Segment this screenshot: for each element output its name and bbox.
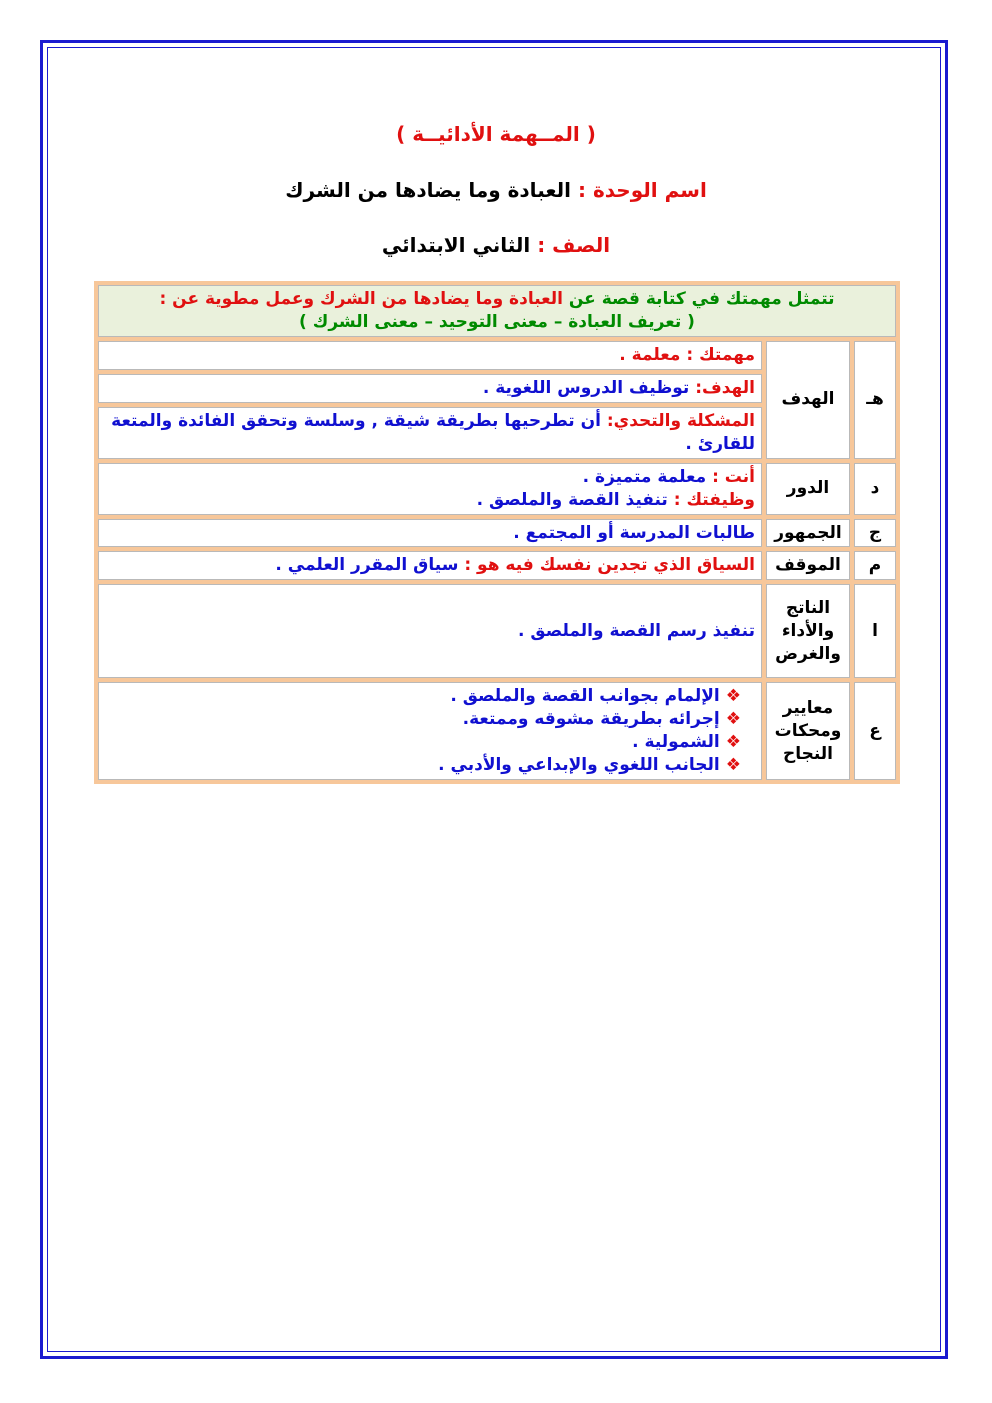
page-title: ( المــهمة الأدائيــة ) (396, 122, 596, 146)
criteria-list (98, 682, 762, 780)
list-item: ❖الإلمام بجوانب القصة والملصق . (450, 686, 741, 707)
criteria-letter: ع (854, 682, 896, 780)
goal-problem-label: المشكلة والتحدي: (606, 410, 755, 431)
unit-value: العبادة وما يضادها من الشرك (285, 178, 572, 202)
situation-label: الموقف (766, 551, 850, 580)
criteria-label-line-3: النجاح (782, 743, 834, 764)
goal-task-label: مهمتك : (686, 344, 755, 365)
goal-aim-cell (98, 374, 762, 403)
audience-value: طالبات المدرسة أو المجتمع . (98, 519, 762, 548)
diamond-bullet-icon: ❖ (725, 686, 741, 707)
role-you-label: أنت : (712, 466, 755, 487)
task-table (94, 281, 900, 784)
list-item: ❖الشمولية . (632, 732, 741, 753)
intro-part2: العبادة وما يضادها من الشرك وعمل مطوية عن : (159, 289, 563, 309)
criteria-label (766, 682, 850, 780)
goal-aim-value: توظيف الدروس اللغوية . (482, 377, 690, 398)
situation-cell (98, 551, 762, 580)
diamond-bullet-icon: ❖ (725, 755, 741, 776)
product-label (766, 584, 850, 678)
audience-letter: ج (854, 519, 896, 548)
diamond-bullet-icon: ❖ (725, 709, 741, 730)
situation-letter: م (854, 551, 896, 580)
grade-line (0, 233, 992, 257)
unit-line (0, 178, 992, 202)
situation-row (98, 551, 896, 580)
criteria-row (98, 682, 896, 780)
product-label-line-2: والأداء (781, 620, 835, 641)
diamond-bullet-icon: ❖ (725, 732, 741, 753)
product-label-line-1: الناتج (785, 597, 831, 618)
product-row (98, 584, 896, 678)
role-row (98, 463, 896, 515)
situation-value-label: السياق الذي تجدين نفسك فيه هو : (464, 555, 755, 576)
role-label: الدور (766, 463, 850, 515)
goal-row-task (98, 341, 896, 370)
audience-row (98, 519, 896, 548)
unit-label: اسم الوحدة : (577, 178, 707, 202)
intro-part3: ( تعريف العبادة – معنى التوحيد – معنى الشرك ) (299, 311, 695, 332)
role-job-value: تنفيذ القصة والملصق . (476, 489, 668, 510)
goal-problem-value: أن تطرحيها بطريقة شيقة , وسلسة وتحقق الفائدة والمتعة للقارئ . (111, 410, 755, 454)
role-you-value: معلمة متميزة . (582, 466, 707, 487)
product-letter: ا (854, 584, 896, 678)
list-item: ❖إجرائه بطريقة مشوقه وممتعة. (462, 709, 741, 730)
role-cell (98, 463, 762, 515)
list-item: ❖الجانب اللغوي والإبداعي والأدبي . (438, 755, 741, 776)
role-job-label: وظيفتك : (673, 489, 755, 510)
goal-task-cell (98, 341, 762, 370)
goal-letter: هـ (854, 341, 896, 459)
intro-row (98, 285, 896, 337)
product-value: تنفيذ رسم القصة والملصق . (98, 584, 762, 678)
audience-label: الجمهور (766, 519, 850, 548)
intro-part1: تتمثل مهمتك في كتابة قصة عن (568, 289, 835, 309)
goal-label: الهدف (766, 341, 850, 459)
role-letter: د (854, 463, 896, 515)
product-label-line-3: والغرض (775, 643, 841, 664)
grade-value: الثاني الابتدائي (381, 233, 531, 257)
criteria-label-line-2: ومحكات (774, 720, 842, 741)
intro-cell (98, 285, 896, 337)
goal-aim-label: الهدف: (695, 377, 755, 398)
grade-label: الصف : (537, 233, 611, 257)
criteria-label-line-1: معايير (782, 697, 834, 718)
goal-problem-cell (98, 407, 762, 459)
goal-task-value: معلمة . (619, 344, 681, 365)
situation-value: سياق المقرر العلمي . (275, 555, 459, 576)
